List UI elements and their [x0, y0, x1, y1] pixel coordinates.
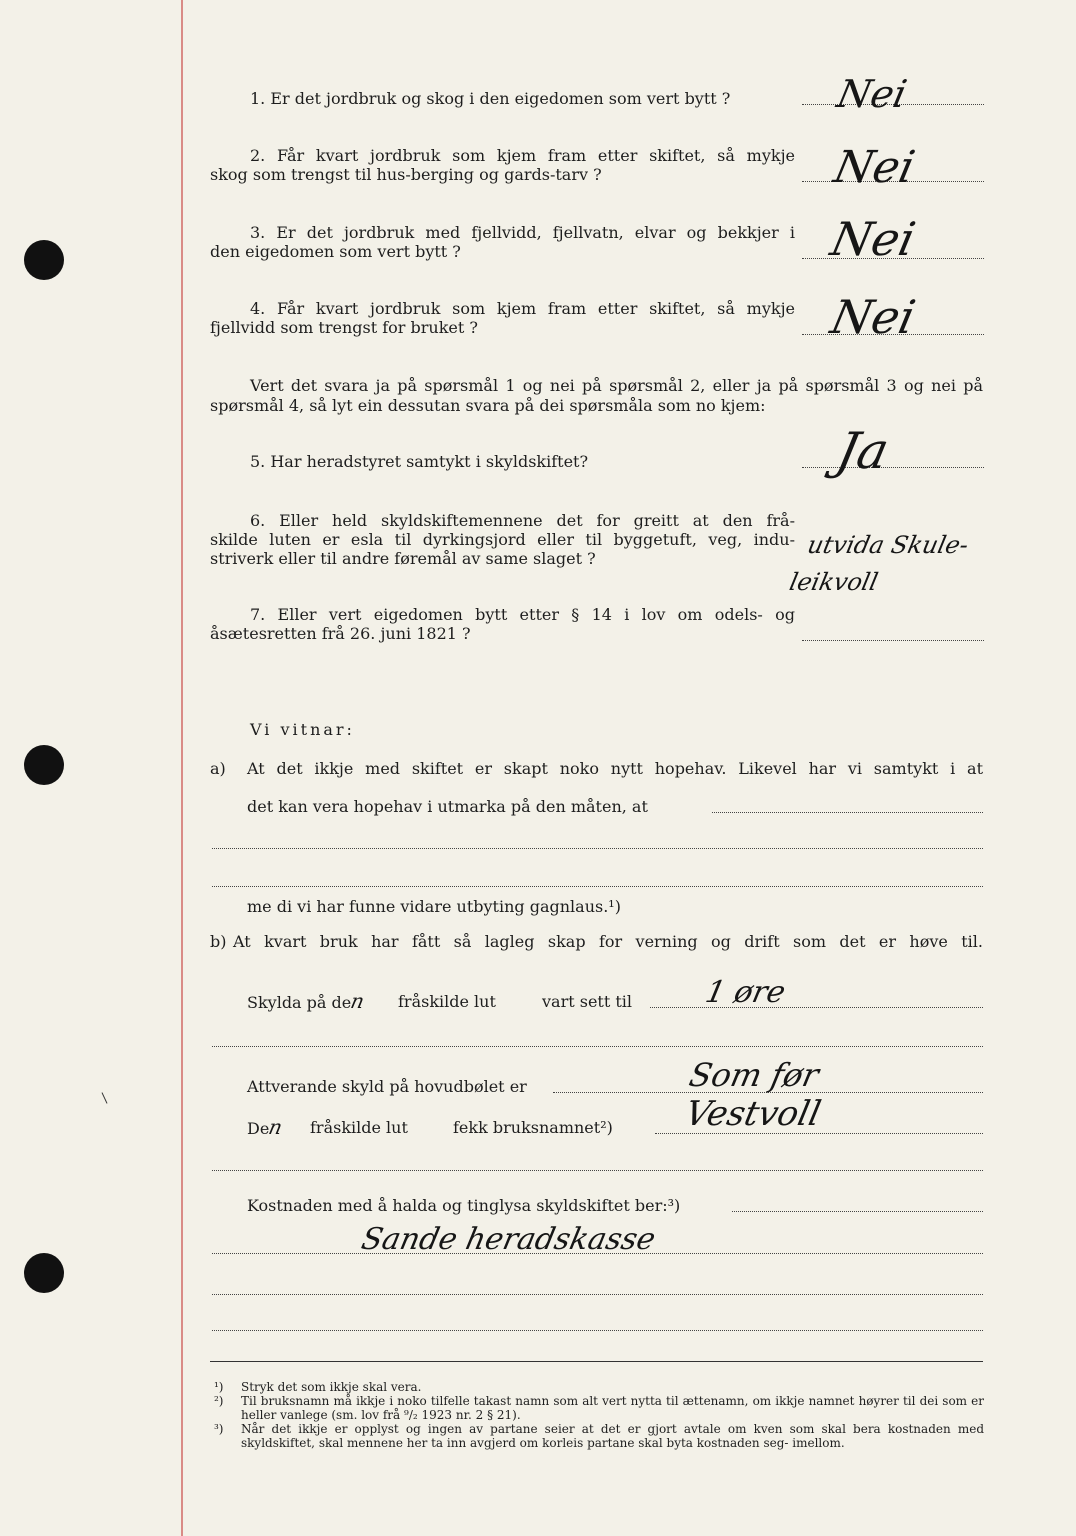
attverande-value: Som før: [685, 1056, 823, 1094]
footnote-1: [214, 1380, 984, 1394]
bruksnamn-value: Vestvoll: [681, 1094, 825, 1134]
question-line: 4. Får kvart jordbruk som kjem fram etter skiftet, så mykje: [250, 299, 795, 318]
fill-line: [212, 1170, 983, 1171]
question-3: [210, 223, 795, 261]
question-line: 3. Er det jordbruk med fjellvidd, fjellvatn, elvar og bekkjer i: [250, 223, 795, 242]
statement-b: At kvart bruk har fått så lagleg skap for verning og drift som det er høve til.: [233, 932, 983, 951]
margin-line: [181, 0, 183, 1536]
question-1: [210, 89, 795, 108]
statement-a-end: me di vi har funne vidare utbyting gagnlaus.¹): [247, 897, 621, 916]
fill-line: [212, 1046, 983, 1047]
question-line: 7. Eller vert eigedomen bytt etter § 14 i lov om odels- og: [250, 605, 795, 624]
footnote-text: Når det ikkje er opplyst og ingen av partane seier at det er gjort avtale om kven som skal bera kostnaden med skyldskiftet, skal mennene her ta inn avgjerd om korleis partane skal byta kostnaden seg- imellom.: [241, 1422, 984, 1450]
bruksnamn-label-text: De: [247, 1119, 270, 1138]
fill-line: [732, 1211, 983, 1212]
bruksnamn-label: [247, 1115, 285, 1139]
skylda-label-text: fråskilde lut: [398, 992, 496, 1011]
question-6: [210, 511, 795, 568]
bruksnamn-label-handwritten: n: [266, 1115, 285, 1139]
pencil-mark: [102, 1092, 108, 1103]
fill-line: [712, 812, 983, 813]
question-line: 2. Får kvart jordbruk som kjem fram etter skiftet, så mykje: [250, 146, 795, 165]
question-line: fjellvidd som trengst for bruket ?: [210, 318, 478, 337]
answer-q6-line1: utvida Skule-: [805, 531, 972, 559]
skylda-label-text: Skylda på de: [247, 993, 352, 1012]
footnote-rule: [210, 1361, 983, 1362]
answer-q3: Nei: [826, 212, 920, 266]
answer-q6-line2: leikvoll: [787, 568, 881, 596]
intro-line: Vert det svara ja på spørsmål 1 og nei på spørsmål 2, eller ja på spørsmål 3 og nei på: [250, 376, 983, 395]
fill-line: [650, 1007, 983, 1008]
kostnad-value: Sande heradskasse: [358, 1222, 659, 1257]
item-label-b: b): [210, 932, 227, 951]
footnote-number: ¹): [214, 1380, 224, 1394]
question-line: 1. Er det jordbruk og skog i den eigedomen som vert bytt ?: [250, 89, 731, 108]
fill-line: [212, 1294, 983, 1295]
question-line: 6. Eller held skyldskiftemennene det for greitt at den frå-: [250, 511, 795, 530]
punch-hole: [24, 745, 64, 785]
bruksnamn-label-text: fråskilde lut: [310, 1118, 408, 1137]
fill-line: [212, 1253, 983, 1254]
footnote-number: ²): [214, 1394, 224, 1408]
attverande-label: Attverande skyld på hovudbølet er: [247, 1077, 527, 1096]
fill-line: [212, 1330, 983, 1331]
answer-q5: Ja: [831, 422, 895, 480]
skylda-label-text: vart sett til: [542, 992, 633, 1011]
answer-q4: Nei: [826, 290, 920, 344]
footnote-text: Til bruksnamn må ikkje i noko tilfelle takast namn som alt vert nytta til ættenamn, om ikkje namnet høyrer til dei som er heller vanlege (sm. lov frå ⁹/₂ 1923 nr. 2 § 21).: [241, 1394, 984, 1422]
fill-line: [212, 848, 983, 849]
skylda-label-handwritten: n: [348, 989, 367, 1013]
question-4: [210, 299, 795, 337]
question-7: [210, 605, 795, 643]
answer-line: [802, 640, 984, 641]
question-line: skilde luten er esla til dyrkingsjord eller til byggetuft, veg, indu-: [210, 530, 795, 549]
section-heading: Vi vitnar:: [250, 720, 355, 739]
skylda-label: [247, 989, 367, 1013]
item-label-a: a): [210, 759, 226, 778]
question-2: [210, 146, 795, 184]
kostnad-label: Kostnaden med å halda og tinglysa skyldskiftet ber:³): [247, 1196, 681, 1215]
punch-hole: [24, 1253, 64, 1293]
intro-paragraph: [210, 376, 983, 416]
answer-q2: Nei: [829, 142, 920, 193]
footnotes: [214, 1380, 984, 1450]
skylda-value: 1 øre: [702, 975, 789, 1010]
question-line: åsætesretten frå 26. juni 1821 ?: [210, 624, 471, 643]
question-line: 5. Har heradstyret samtykt i skyldskiftet?: [250, 452, 589, 471]
footnote-3: [214, 1422, 984, 1450]
punch-hole: [24, 240, 64, 280]
footnote-2: [214, 1394, 984, 1422]
fill-line: [212, 886, 983, 887]
question-line: striverk eller til andre føremål av same slaget ?: [210, 549, 596, 568]
footnote-text: Stryk det som ikkje skal vera.: [241, 1380, 422, 1394]
intro-line: spørsmål 4, så lyt ein dessutan svara på dei spørsmåla som no kjem:: [210, 396, 766, 415]
statement-a-line: At det ikkje med skiftet er skapt noko nytt hopehav. Likevel har vi samtykt i at: [247, 759, 983, 778]
statement-a-line: det kan vera hopehav i utmarka på den måten, at: [247, 797, 648, 816]
question-line: den eigedomen som vert bytt ?: [210, 242, 461, 261]
bruksnamn-label-text: fekk bruksnamnet²): [453, 1118, 613, 1137]
question-line: skog som trengst til hus-berging og gards-tarv ?: [210, 165, 602, 184]
question-5: [210, 452, 795, 471]
answer-q1: Nei: [833, 72, 911, 116]
footnote-number: ³): [214, 1422, 224, 1436]
answer-line: [802, 467, 984, 468]
